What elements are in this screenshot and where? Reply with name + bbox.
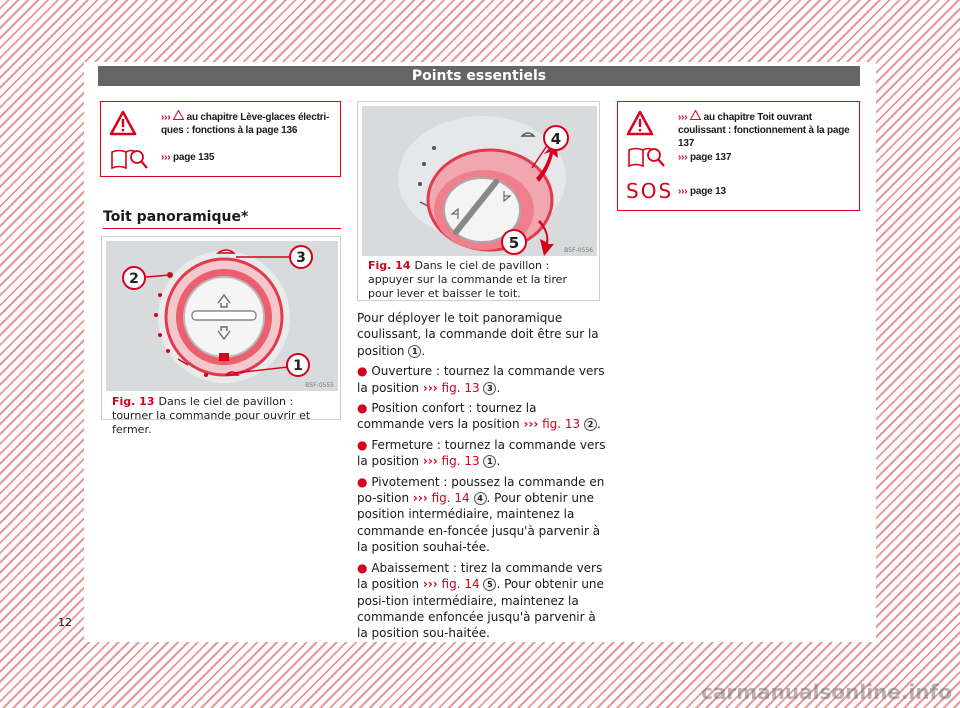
callout-3: 3 <box>296 250 306 266</box>
small-warning-icon <box>173 112 184 123</box>
figure-14-code: B5F-0556 <box>564 247 593 254</box>
section-title: Toit panoramique* <box>103 209 249 225</box>
list-item: ● Fermeture : tournez la commande vers la position ››› fig. 13 1 . <box>357 437 606 469</box>
roof-control-push-illustration <box>362 106 597 256</box>
roof-control-dial-illustration <box>106 241 338 391</box>
chevron-icon: ››› <box>678 152 688 163</box>
figure-13-label: Fig. 13 <box>112 395 155 408</box>
callout-2: 2 <box>129 271 139 287</box>
sos-icon: SOS <box>626 179 674 203</box>
chevron-icon: ››› <box>678 186 688 197</box>
manual-book-icon <box>626 144 666 174</box>
figure-13 <box>101 236 341 436</box>
box1-line1: au chapitre Lève-glaces électri-ques : fonctions à la page 136 <box>161 112 330 136</box>
position-badge: 1 <box>483 455 496 468</box>
watermark: carmanualsonline.info <box>701 680 952 704</box>
warning-box-right <box>617 101 860 211</box>
position-badge: 3 <box>483 382 496 395</box>
figure-14-image <box>362 106 597 256</box>
body-text <box>357 310 607 646</box>
manual-book-icon <box>109 146 149 176</box>
section-rule <box>103 228 341 229</box>
warning-box-left <box>100 101 341 177</box>
list-item: ● Pivotement : poussez la commande en po-sition ››› fig. 14 4 . Pour obtenir une position intermédiaire, maintenez la commande en-foncée jusqu'à parvenir à la position souhai-tée. <box>357 474 605 555</box>
warning-triangle-icon <box>626 110 654 140</box>
position-badge: 1 <box>408 345 421 358</box>
page-header: Points essentiels <box>98 66 860 86</box>
figure-link[interactable]: ››› fig. 13 <box>523 417 581 432</box>
callout-5: 5 <box>508 234 520 252</box>
chevron-icon: ››› <box>161 112 171 123</box>
warning-triangle-icon <box>109 110 137 140</box>
position-badge: 5 <box>483 578 496 591</box>
list-item: ● Position confort : tournez la commande vers la position ››› fig. 13 2 . <box>357 401 601 432</box>
list-item: ● Abaissement : tirez la commande vers la position ››› fig. 14 5 . Pour obtenir une posi-tion intermédiaire, maintenez la commande enfoncée jusqu'à parvenir à la position sou-haitée. <box>357 560 604 641</box>
position-badge: 2 <box>584 418 597 431</box>
figure-link[interactable]: ››› fig. 13 <box>422 454 480 469</box>
callout-4: 4 <box>550 130 562 148</box>
chevron-icon: ››› <box>161 152 171 163</box>
callout-1: 1 <box>293 358 303 374</box>
intro-paragraph: Pour déployer le toit panoramique coulissant, la commande doit être sur la position 1 . <box>357 311 599 358</box>
figure-link[interactable]: ››› fig. 14 <box>412 491 470 506</box>
list-item: ● Ouverture : tournez la commande vers la position ››› fig. 13 3 . <box>357 364 605 395</box>
box2-line3: page 13 <box>689 186 726 197</box>
small-warning-icon <box>690 112 701 123</box>
figure-13-caption: Dans le ciel de pavillon : tourner la commande pour ouvrir et fermer. <box>112 395 311 436</box>
figure-14-caption: Dans le ciel de pavillon : appuyer sur la commande et la tirer pour lever et baisser le toit. <box>368 259 567 300</box>
box2-line2: page 137 <box>689 152 732 163</box>
figure-14-label: Fig. 14 <box>368 259 411 272</box>
chevron-icon: ››› <box>678 112 688 123</box>
figure-13-code: B5F-0555 <box>305 382 334 389</box>
figure-13-image <box>106 241 338 391</box>
figure-14 <box>357 101 600 301</box>
box1-line2: page 135 <box>172 152 215 163</box>
figure-link[interactable]: ››› fig. 14 <box>422 577 480 592</box>
page-number: 12 <box>58 616 72 629</box>
box2-line1: au chapitre Toit ouvrant coulissant : fonctionnement à la page 137 <box>678 112 850 149</box>
position-badge: 4 <box>474 492 487 505</box>
figure-link[interactable]: ››› fig. 13 <box>422 380 480 395</box>
